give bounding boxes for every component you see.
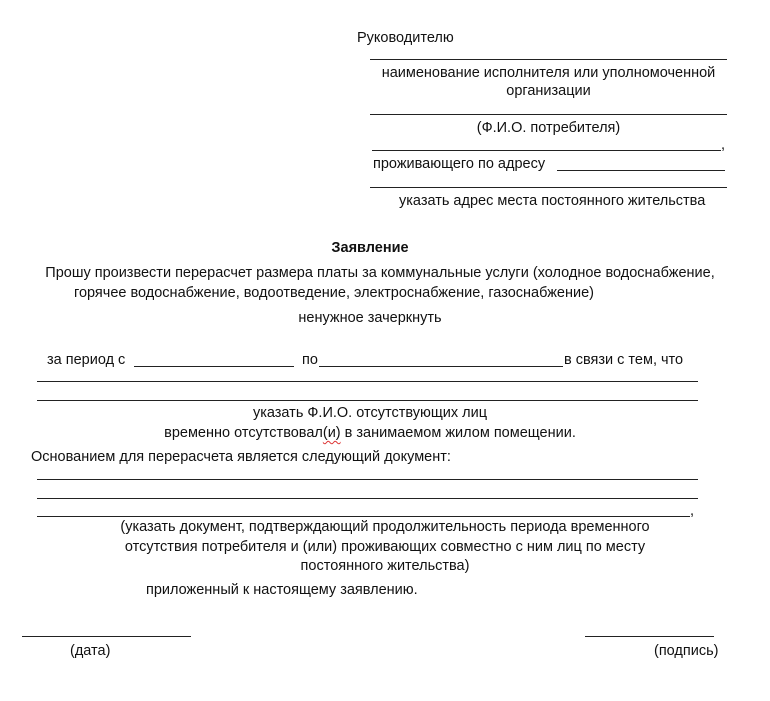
document-line-1[interactable]	[37, 479, 698, 480]
document-hint-3: постоянного жительства)	[300, 558, 470, 574]
date-field[interactable]	[22, 636, 191, 637]
absent-hint: указать Ф.И.О. отсутствующих лиц	[252, 405, 488, 421]
period-from-label: за период с	[47, 352, 126, 368]
address-line[interactable]	[370, 187, 727, 188]
document-line-2[interactable]	[37, 498, 698, 499]
fio-line-comma: ,	[721, 137, 726, 153]
request-line-2: горячее водоснабжение, водоотведение, электроснабжение, газоснабжение)	[74, 285, 594, 301]
org-hint-2: организации	[506, 83, 591, 99]
org-line[interactable]	[370, 59, 727, 60]
fio-hint: (Ф.И.О. потребителя)	[476, 120, 621, 136]
absent-suffix: (и)	[322, 425, 341, 441]
strike-hint: ненужное зачеркнуть	[298, 310, 442, 326]
absent-text: временно отсутствовал(и) в занимаемом жилом помещении.	[164, 425, 576, 441]
attached-note: приложенный к настоящему заявлению.	[146, 582, 418, 598]
period-reason-label: в связи с тем, что	[564, 352, 684, 368]
date-label: (дата)	[70, 643, 111, 659]
fio-line-2[interactable]	[372, 150, 721, 151]
document-hint-1: (указать документ, подтверждающий продолжительность периода временного	[120, 519, 650, 535]
living-address-label: проживающего по адресу	[373, 156, 546, 172]
period-to-field[interactable]	[319, 366, 563, 367]
addressee-label: Руководителю	[357, 30, 454, 46]
signature-field[interactable]	[585, 636, 714, 637]
document-line-comma: ,	[690, 503, 695, 519]
absent-persons-line-2[interactable]	[37, 400, 698, 401]
period-to-label: по	[302, 352, 318, 368]
document-hint-2: отсутствия потребителя и (или) проживающих совместно с ним лиц по месту	[124, 539, 646, 555]
absent-persons-line-1[interactable]	[37, 381, 698, 382]
address-line-inline[interactable]	[557, 170, 725, 171]
address-hint: указать адрес места постоянного жительства	[399, 193, 706, 209]
fio-line[interactable]	[370, 114, 727, 115]
basis-label: Основанием для перерасчета является следующий документ:	[31, 449, 451, 465]
document-title: Заявление	[331, 240, 409, 256]
signature-label: (подпись)	[654, 643, 719, 659]
document-line-3[interactable]	[37, 516, 690, 517]
period-from-field[interactable]	[134, 366, 294, 367]
org-hint-1: наименование исполнителя или уполномоченной	[381, 65, 716, 81]
request-line-1: Прошу произвести перерасчет размера платы за коммунальные услуги (холодное водоснабжение,	[45, 265, 715, 281]
